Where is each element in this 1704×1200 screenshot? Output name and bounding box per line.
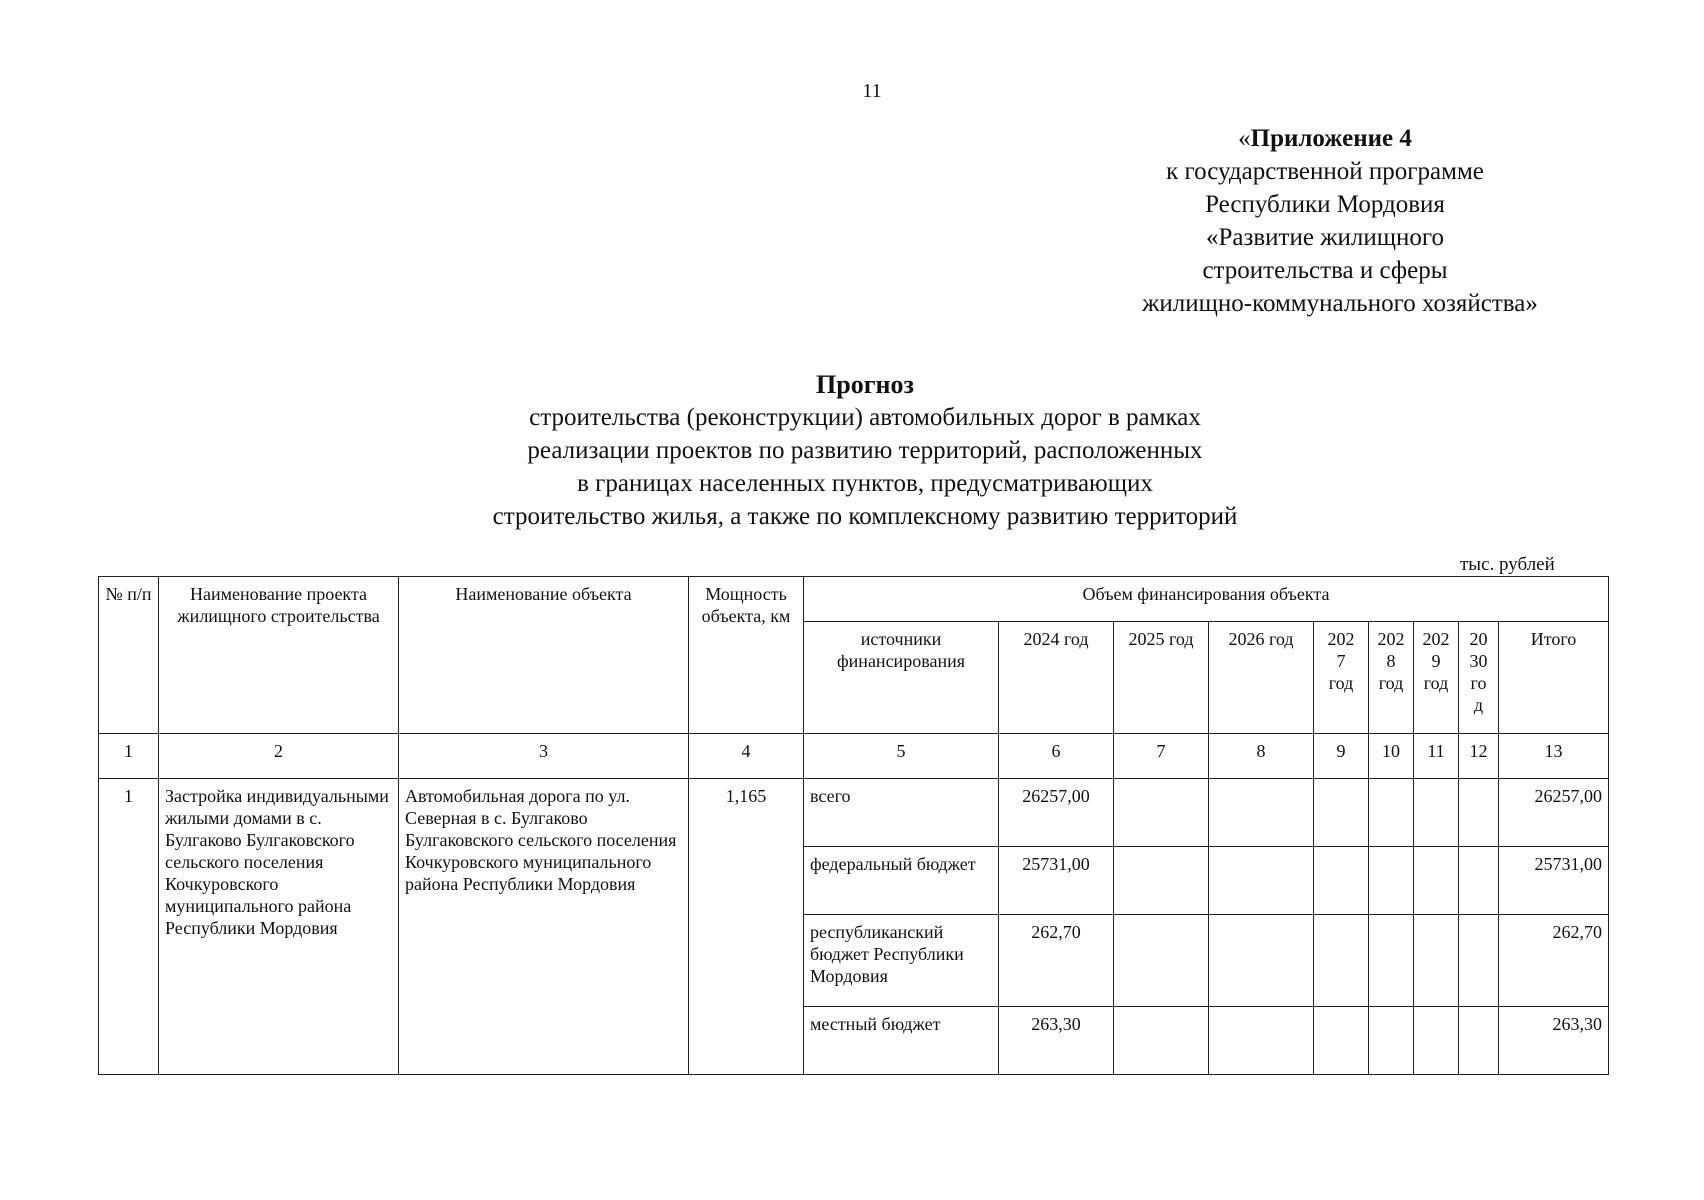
title-line-1: строительства (реконструкции) автомобильных дорог в рамках — [529, 404, 1201, 431]
header-2025: 2025 год — [1114, 622, 1209, 734]
header-total: Итого — [1499, 622, 1609, 734]
source-total: 263,30 — [1499, 1007, 1609, 1075]
appendix-title: «Приложение 4 — [1238, 125, 1412, 152]
forecast-table — [98, 576, 1609, 1075]
row-object: Автомобильная дорога по ул. Северная в с. Булгаково Булгаковского сельского поселения Кочкуровского муниципального района Республики Мордовия — [399, 779, 689, 1075]
title-line-2: реализации проектов по развитию территорий, расположенных — [527, 437, 1203, 464]
empty-cell — [1209, 1007, 1314, 1075]
empty-cell — [1314, 1007, 1369, 1075]
col-num-10: 10 — [1369, 734, 1414, 779]
document-title: Прогноз — [816, 370, 914, 399]
empty-cell — [1414, 1007, 1459, 1075]
empty-cell — [1459, 1007, 1499, 1075]
empty-cell — [1369, 1007, 1414, 1075]
source-total: 25731,00 — [1499, 847, 1609, 915]
empty-cell — [1459, 779, 1499, 847]
header-project: Наименование проекта жилищного строительства — [159, 577, 399, 734]
empty-cell — [1209, 779, 1314, 847]
source-2024: 262,70 — [999, 915, 1114, 1007]
col-num-11: 11 — [1414, 734, 1459, 779]
empty-cell — [1414, 915, 1459, 1007]
col-num-12: 12 — [1459, 734, 1499, 779]
document-title-block — [300, 368, 1430, 533]
empty-cell — [1459, 915, 1499, 1007]
title-line-3: в границах населенных пунктов, предусматривающих — [577, 470, 1153, 497]
table-header-row-1 — [99, 577, 1609, 622]
col-num-3: 3 — [399, 734, 689, 779]
col-num-6: 6 — [999, 734, 1114, 779]
col-num-4: 4 — [689, 734, 804, 779]
empty-cell — [1314, 915, 1369, 1007]
empty-cell — [1114, 847, 1209, 915]
col-num-8: 8 — [1209, 734, 1314, 779]
source-name: всего — [804, 779, 999, 847]
appendix-header — [1100, 122, 1550, 320]
empty-cell — [1414, 779, 1459, 847]
source-2024: 263,30 — [999, 1007, 1114, 1075]
appendix-line-3: Республики Мордовия — [1205, 191, 1445, 218]
col-num-1: 1 — [99, 734, 159, 779]
header-financing: Объем финансирования объекта — [804, 577, 1609, 622]
source-total: 26257,00 — [1499, 779, 1609, 847]
header-2024: 2024 год — [999, 622, 1114, 734]
empty-cell — [1114, 779, 1209, 847]
empty-cell — [1114, 1007, 1209, 1075]
empty-cell — [1369, 779, 1414, 847]
appendix-line-5: строительства и сферы — [1202, 257, 1448, 284]
header-capacity: Мощность объекта, км — [689, 577, 804, 734]
row-project: Застройка индивидуальными жилыми домами в с. Булгаково Булгаковского сельского поселения Кочкуровского муниципального района Республики Мордовия — [159, 779, 399, 1075]
header-2028: 202 8 год — [1369, 622, 1414, 734]
source-name: федеральный бюджет — [804, 847, 999, 915]
col-num-5: 5 — [804, 734, 999, 779]
header-2027: 202 7 год — [1314, 622, 1369, 734]
header-object: Наименование объекта — [399, 577, 689, 734]
units-label: тыс. рублей — [1460, 554, 1555, 575]
source-2024: 26257,00 — [999, 779, 1114, 847]
empty-cell — [1314, 847, 1369, 915]
header-num: № п/п — [99, 577, 159, 734]
row-num: 1 — [99, 779, 159, 1075]
column-number-row — [99, 734, 1609, 779]
empty-cell — [1114, 915, 1209, 1007]
empty-cell — [1369, 915, 1414, 1007]
header-2029: 202 9 год — [1414, 622, 1459, 734]
row-capacity: 1,165 — [689, 779, 804, 1075]
title-line-4: строительство жилья, а также по комплексному развитию территорий — [492, 503, 1238, 530]
col-num-9: 9 — [1314, 734, 1369, 779]
empty-cell — [1209, 847, 1314, 915]
empty-cell — [1459, 847, 1499, 915]
col-num-13: 13 — [1499, 734, 1609, 779]
col-num-7: 7 — [1114, 734, 1209, 779]
table-row — [99, 779, 1609, 847]
header-2030: 20 30 го д — [1459, 622, 1499, 734]
source-name: местный бюджет — [804, 1007, 999, 1075]
empty-cell — [1314, 779, 1369, 847]
empty-cell — [1414, 847, 1459, 915]
source-total: 262,70 — [1499, 915, 1609, 1007]
source-2024: 25731,00 — [999, 847, 1114, 915]
empty-cell — [1209, 915, 1314, 1007]
empty-cell — [1369, 847, 1414, 915]
appendix-line-2: к государственной программе — [1166, 158, 1484, 185]
page-number: 11 — [862, 80, 882, 102]
header-sources: источники финансирования — [804, 622, 999, 734]
col-num-2: 2 — [159, 734, 399, 779]
appendix-line-4: «Развитие жилищного — [1206, 224, 1444, 251]
source-name: республиканский бюджет Республики Мордовия — [804, 915, 999, 1007]
appendix-line-6: жилищно-коммунального хозяйства» — [1142, 290, 1538, 317]
header-2026: 2026 год — [1209, 622, 1314, 734]
